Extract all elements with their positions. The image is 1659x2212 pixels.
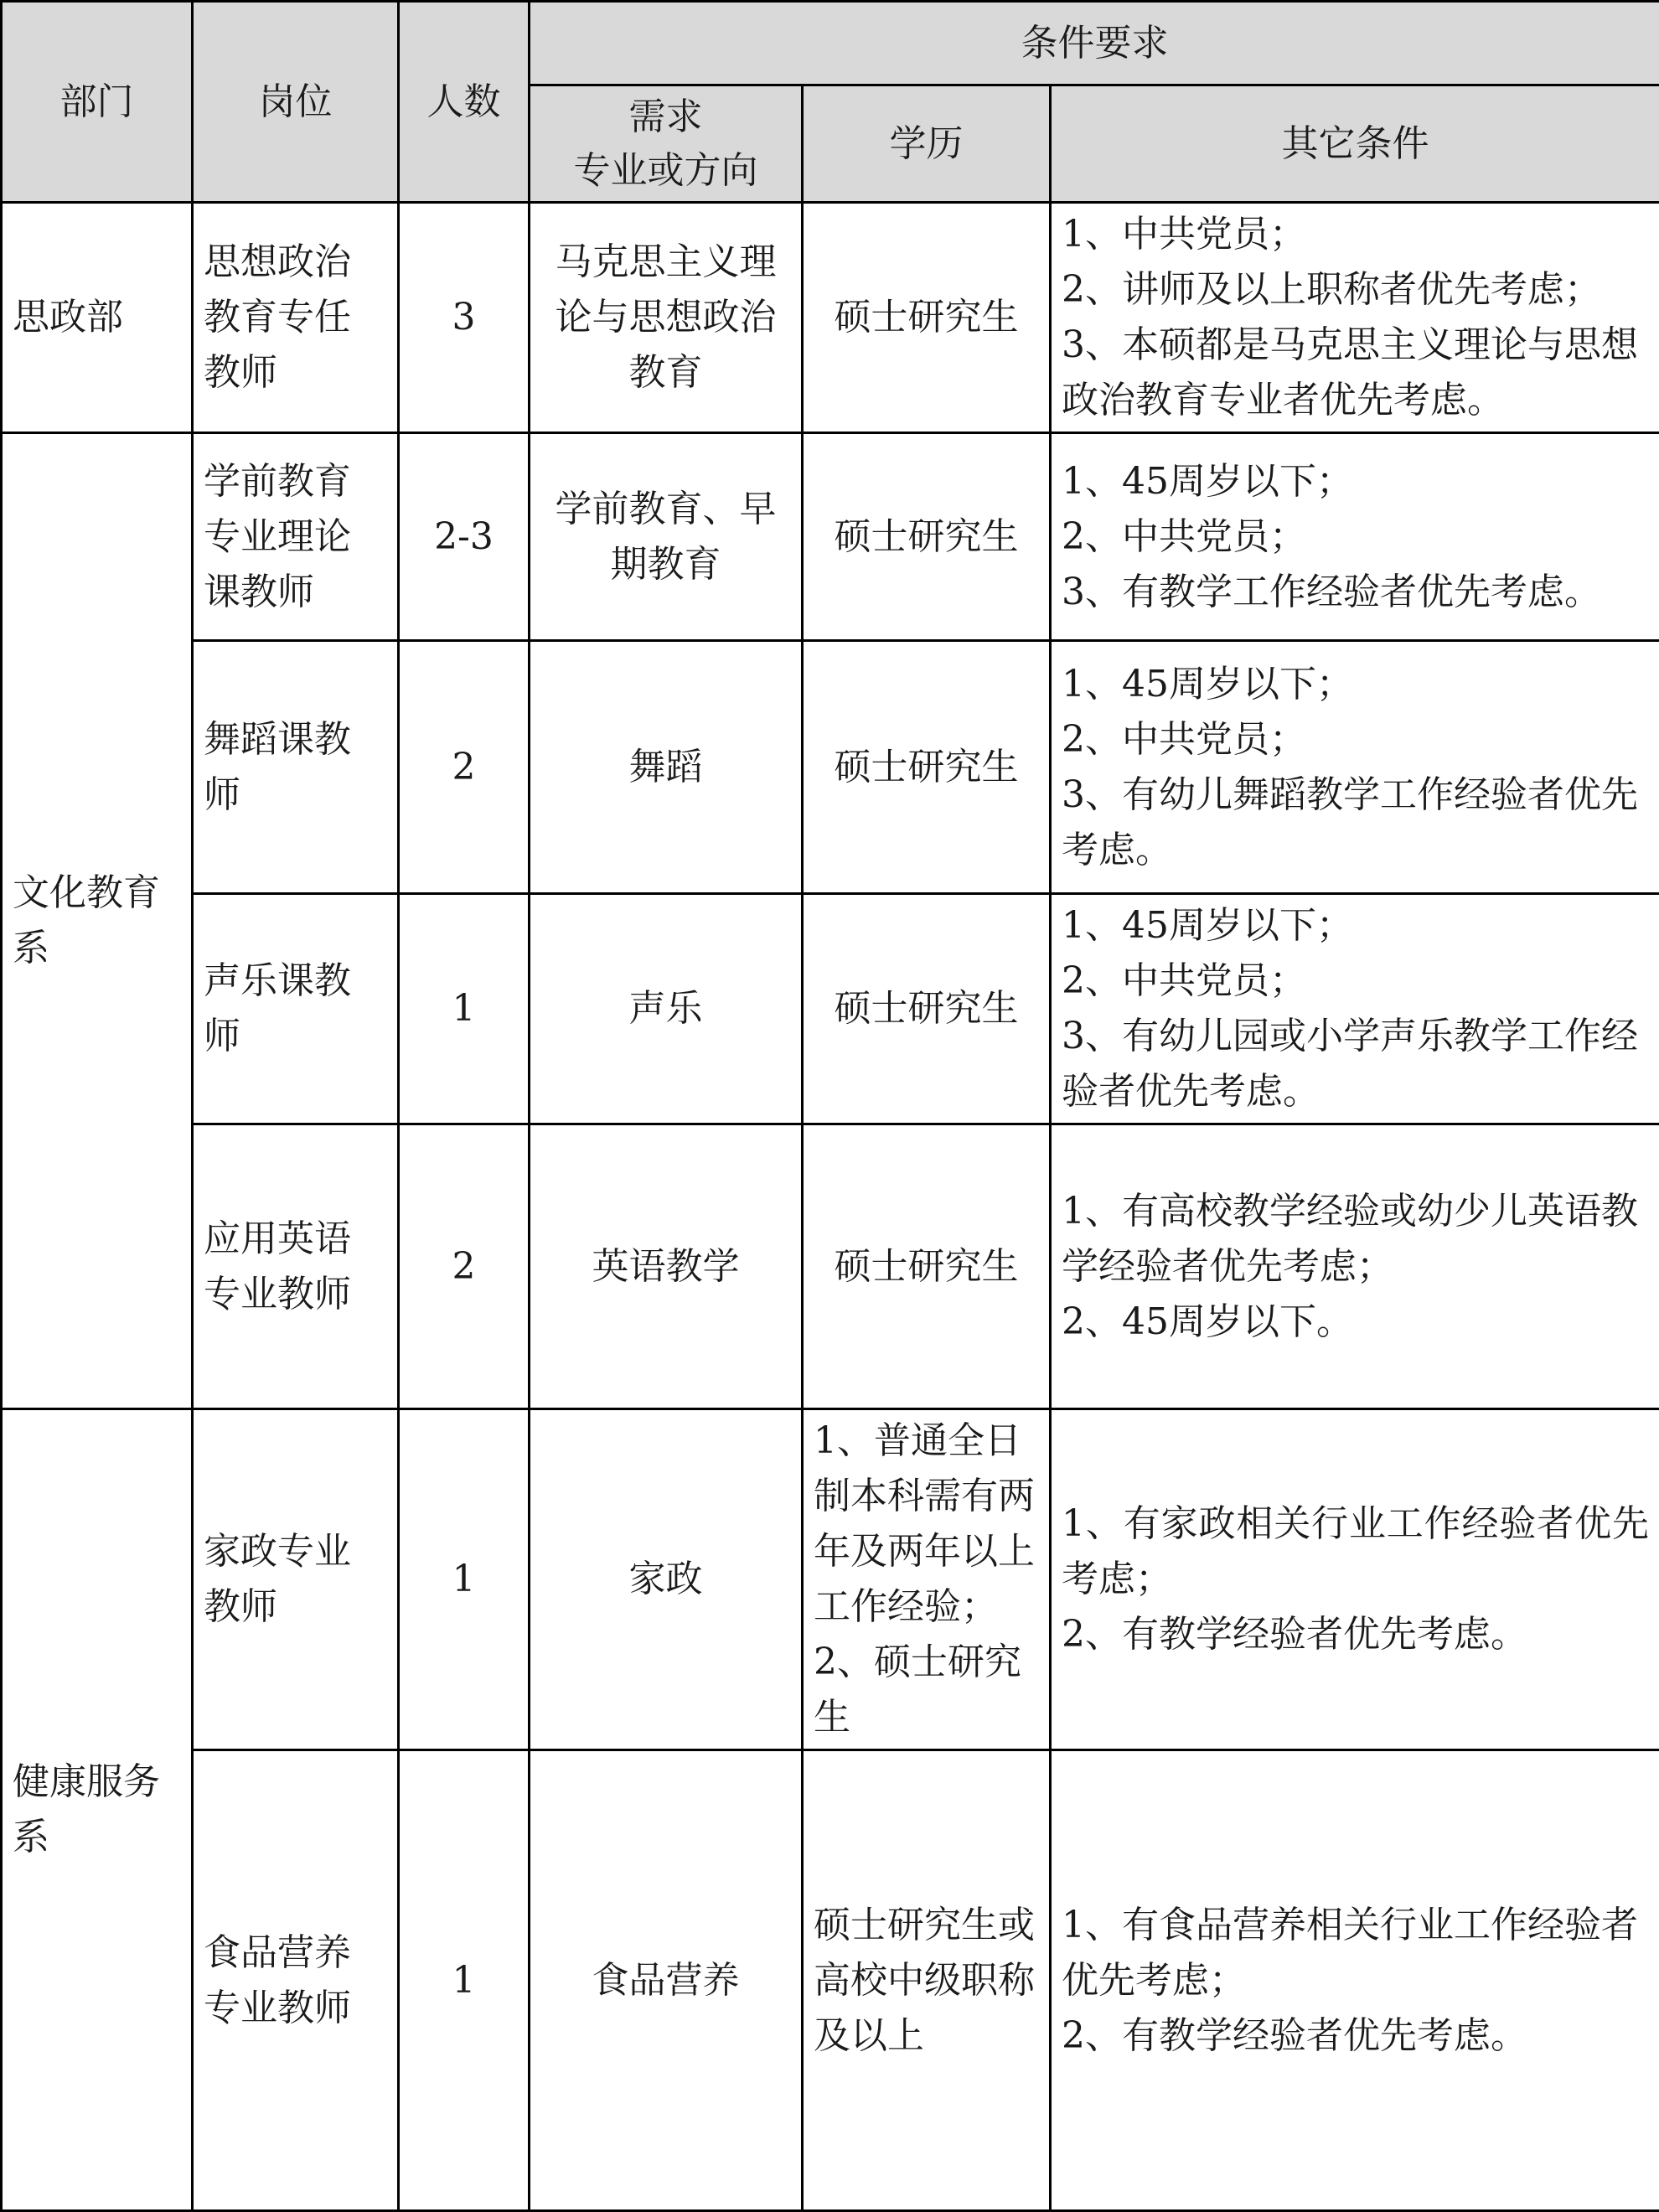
post-cell: 应用英语专业教师: [193, 1124, 399, 1409]
other-cell: [1051, 641, 1659, 894]
count-cell: 1: [399, 1409, 530, 1750]
header-major: [530, 85, 803, 203]
other-cell: [1051, 203, 1659, 433]
major-cell: 家政: [530, 1409, 803, 1750]
major-cell: 学前教育、早期教育: [530, 433, 803, 641]
major-cell: 舞蹈: [530, 641, 803, 894]
other-item: 1、45周岁以下；: [1062, 657, 1649, 712]
education-cell: 硕士研究生: [803, 433, 1051, 641]
post-cell: 舞蹈课教师: [193, 641, 399, 894]
count-cell: 1: [399, 894, 530, 1124]
header-other: 其它条件: [1051, 85, 1659, 203]
header-conditions: 条件要求: [530, 2, 1659, 85]
other-item: 3、本硕都是马克思主义理论与思想政治教育专业者优先考虑。: [1062, 318, 1649, 428]
count-cell: 2: [399, 1124, 530, 1409]
education-cell: 1、普通全日制本科需有两年及两年以上工作经验；2、硕士研究生: [803, 1409, 1051, 1750]
other-cell: [1051, 1750, 1659, 2211]
major-cell: 食品营养: [530, 1750, 803, 2211]
table-row: [2, 641, 1659, 894]
header-dept: 部门: [2, 2, 193, 203]
other-item: 2、中共党员；: [1062, 954, 1649, 1009]
count-cell: 2-3: [399, 433, 530, 641]
other-cell: [1051, 1409, 1659, 1750]
other-item: 2、讲师及以上职称者优先考虑；: [1062, 262, 1649, 318]
post-cell: 思想政治教育专任教师: [193, 203, 399, 433]
table-row: [2, 1409, 1659, 1750]
education-cell: 硕士研究生: [803, 894, 1051, 1124]
count-cell: 2: [399, 641, 530, 894]
post-cell: 食品营养专业教师: [193, 1750, 399, 2211]
major-cell: 声乐: [530, 894, 803, 1124]
education-cell: 硕士研究生: [803, 1124, 1051, 1409]
other-item: 1、有食品营养相关行业工作经验者优先考虑；: [1062, 1898, 1649, 2008]
header-education: 学历: [803, 85, 1051, 203]
major-cell: 马克思主义理论与思想政治教育: [530, 203, 803, 433]
other-item: 1、中共党员；: [1062, 207, 1649, 262]
post-cell: 家政专业教师: [193, 1409, 399, 1750]
count-cell: 1: [399, 1750, 530, 2211]
major-cell: 英语教学: [530, 1124, 803, 1409]
other-item: 1、45周岁以下；: [1062, 898, 1649, 954]
table-row: [2, 1124, 1659, 1409]
other-item: 2、有教学经验者优先考虑。: [1062, 1607, 1649, 1662]
table-row: [2, 1750, 1659, 2211]
other-item: 3、有幼儿舞蹈教学工作经验者优先考虑。: [1062, 767, 1649, 878]
other-item: 2、中共党员；: [1062, 509, 1649, 565]
education-cell: 硕士研究生或高校中级职称及以上: [803, 1750, 1051, 2211]
other-item: 3、有幼儿园或小学声乐教学工作经验者优先考虑。: [1062, 1009, 1649, 1119]
other-item: 2、45周岁以下。: [1062, 1295, 1649, 1350]
header-major-line1: 需求: [540, 90, 791, 144]
other-item: 2、有教学经验者优先考虑。: [1062, 2008, 1649, 2064]
header-count: 人数: [399, 2, 530, 203]
education-cell: 硕士研究生: [803, 641, 1051, 894]
other-item: 1、有家政相关行业工作经验者优先考虑；: [1062, 1496, 1649, 1607]
post-cell: 学前教育专业理论课教师: [193, 433, 399, 641]
other-cell: [1051, 433, 1659, 641]
table-row: [2, 433, 1659, 641]
other-item: 3、有教学工作经验者优先考虑。: [1062, 565, 1649, 620]
table-row: [2, 203, 1659, 433]
other-cell: [1051, 1124, 1659, 1409]
other-item: 2、中共党员；: [1062, 712, 1649, 767]
other-item: 1、45周岁以下；: [1062, 454, 1649, 509]
count-cell: 3: [399, 203, 530, 433]
header-major-line2: 专业或方向: [540, 144, 791, 198]
other-cell: [1051, 894, 1659, 1124]
table-row: [2, 894, 1659, 1124]
post-cell: 声乐课教师: [193, 894, 399, 1124]
dept-cell: 思政部: [2, 203, 193, 433]
education-cell: 硕士研究生: [803, 203, 1051, 433]
other-item: 1、有高校教学经验或幼少儿英语教学经验者优先考虑；: [1062, 1184, 1649, 1295]
dept-cell: 健康服务系: [2, 1409, 193, 2211]
header-post: 岗位: [193, 2, 399, 203]
dept-cell: 文化教育系: [2, 433, 193, 1409]
